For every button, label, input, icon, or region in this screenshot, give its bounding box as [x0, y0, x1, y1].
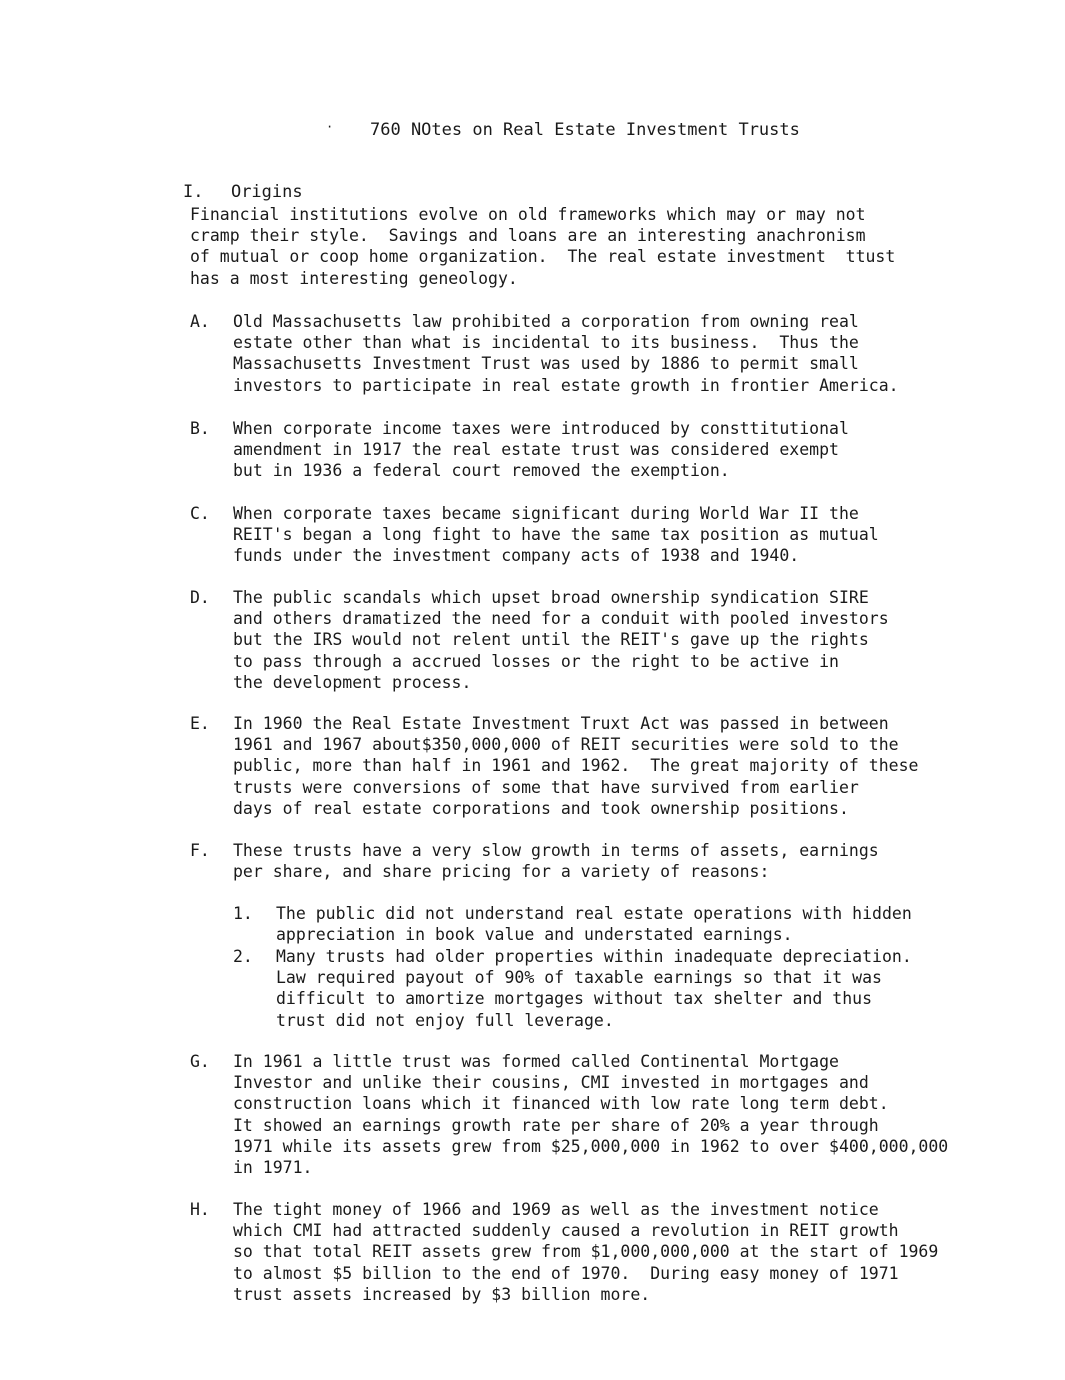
subitem-line: Law required payout of 90% of taxable earnings so that it was: [276, 968, 882, 988]
item-letter: A.: [190, 312, 210, 331]
item-line: When corporate income taxes were introduced by consttitutional: [233, 419, 849, 438]
item-line: REIT's began a long fight to have the same tax position as mutual: [233, 525, 879, 545]
item-line: but in 1936 a federal court removed the exemption.: [233, 461, 730, 481]
subitem-number: 1.: [233, 904, 253, 923]
item-letter: E.: [190, 714, 210, 733]
item-b: [190, 418, 849, 482]
item-letter: G.: [190, 1052, 210, 1071]
item-line: the development process.: [233, 672, 472, 692]
intro-line: Financial institutions evolve on old frameworks which may or may not: [190, 205, 866, 224]
intro-paragraph: [190, 204, 895, 289]
item-f: [190, 840, 879, 882]
intro-line: has a most interesting geneology.: [190, 268, 518, 288]
subitem-line: Many trusts had older properties within inadequate depreciation.: [276, 947, 912, 966]
item-line: per share, and share pricing for a variety of reasons:: [233, 862, 770, 882]
item-e: [190, 713, 918, 819]
item-line: public, more than half in 1961 and 1962. The great majority of these: [233, 756, 919, 776]
item-line: so that total REIT assets grew from $1,000,000,000 at the start of 1969: [233, 1242, 939, 1262]
item-a: [190, 311, 899, 396]
subitem-line: trust did not enjoy full leverage.: [276, 1010, 614, 1030]
item-line: In 1960 the Real Estate Investment Truxt Act was passed in between: [233, 714, 889, 733]
item-line: It showed an earnings growth rate per share of 20% a year through: [233, 1115, 879, 1135]
subitem-number: 2.: [233, 947, 253, 966]
item-line: and others dramatized the need for a conduit with pooled investors: [233, 609, 889, 629]
item-line: The public scandals which upset broad ownership syndication SIRE: [233, 588, 869, 607]
item-line: Old Massachusetts law prohibited a corporation from owning real: [233, 312, 859, 331]
item-d: [190, 587, 889, 693]
intro-line: of mutual or coop home organization. The real estate investment ttust: [190, 247, 896, 267]
item-line: construction loans which it financed with low rate long term debt.: [233, 1094, 889, 1114]
item-line: Investor and unlike their cousins, CMI invested in mortgages and: [233, 1073, 869, 1093]
item-line: estate other than what is incidental to its business. Thus the: [233, 333, 859, 353]
item-h: [190, 1199, 938, 1305]
page-title: 760 NOtes on Real Estate Investment Trusts: [370, 120, 800, 140]
item-letter: C.: [190, 504, 210, 523]
item-line: 1971 while its assets grew from $25,000,000 in 1962 to over $400,000,000: [233, 1136, 949, 1156]
item-line: trust assets increased by $3 billion more.: [233, 1284, 651, 1304]
subitem-line: difficult to amortize mortgages without tax shelter and thus: [276, 989, 873, 1009]
item-line: to almost $5 billion to the end of 1970. During easy money of 1971: [233, 1263, 899, 1283]
item-line: funds under the investment company acts of 1938 and 1940.: [233, 546, 800, 566]
item-letter: B.: [190, 419, 210, 438]
item-line: amendment in 1917 the real estate trust was considered exempt: [233, 440, 839, 460]
section-title: Origins: [230, 182, 303, 202]
item-line: Massachusetts Investment Trust was used by 1886 to permit small: [233, 354, 859, 374]
item-line: days of real estate corporations and took ownership positions.: [233, 798, 849, 818]
section-number: I.: [182, 182, 204, 202]
subitem-line: appreciation in book value and understated earnings.: [276, 925, 793, 945]
item-letter: F.: [190, 841, 210, 860]
item-line: which CMI had attracted suddenly caused a revolution in REIT growth: [233, 1221, 899, 1241]
item-letter: D.: [190, 588, 210, 607]
item-line: to pass through a accrued losses or the right to be active in: [233, 651, 839, 671]
item-line: in 1971.: [233, 1158, 313, 1178]
subitem-line: The public did not understand real estate operations with hidden: [276, 904, 912, 923]
subitem-2: [233, 946, 912, 1031]
item-g: [190, 1051, 948, 1178]
item-letter: H.: [190, 1200, 210, 1219]
item-line: When corporate taxes became significant during World War II the: [233, 504, 859, 523]
subitem-1: [233, 903, 912, 945]
item-line: trusts were conversions of some that have survived from earlier: [233, 777, 859, 797]
item-line: These trusts have a very slow growth in terms of assets, earnings: [233, 841, 879, 860]
item-line: The tight money of 1966 and 1969 as well as the investment notice: [233, 1200, 879, 1219]
stray-mark: ·: [326, 120, 334, 134]
item-line: but the IRS would not relent until the REIT's gave up the rights: [233, 630, 869, 650]
intro-line: cramp their style. Savings and loans are an interesting anachronism: [190, 226, 866, 246]
item-line: 1961 and 1967 about$350,000,000 of REIT securities were sold to the: [233, 735, 899, 755]
item-c: [190, 503, 879, 567]
item-line: In 1961 a little trust was formed called Continental Mortgage: [233, 1052, 839, 1071]
item-line: investors to participate in real estate growth in frontier America.: [233, 375, 899, 395]
